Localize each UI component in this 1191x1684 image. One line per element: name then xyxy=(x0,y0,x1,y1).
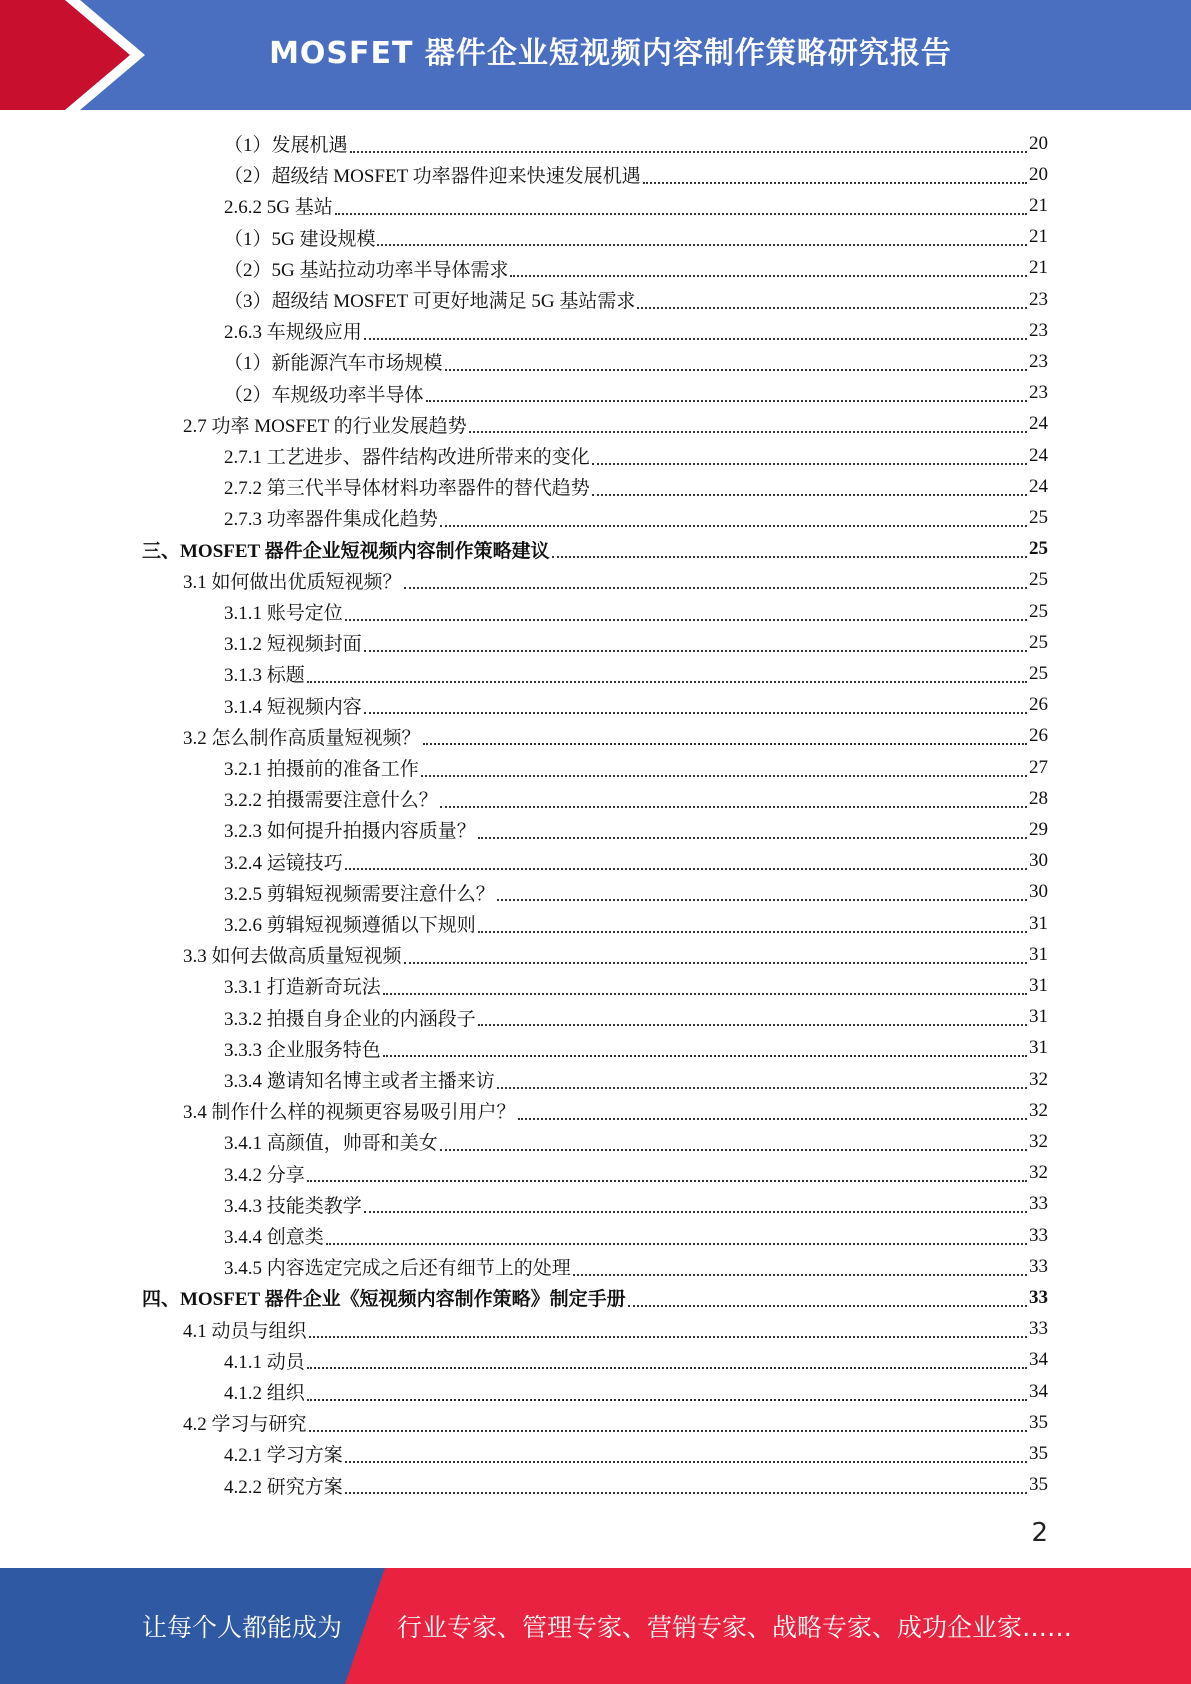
toc-entry-page: 26 xyxy=(1029,725,1048,747)
toc-dot-leader xyxy=(445,347,1027,371)
toc-entry[interactable] xyxy=(224,471,1048,502)
toc-entry-page: 34 xyxy=(1029,1349,1048,1371)
toc-entry[interactable] xyxy=(224,1376,1048,1407)
toc-dot-leader xyxy=(309,1314,1027,1338)
toc-dot-leader xyxy=(307,1345,1027,1369)
toc-entry[interactable] xyxy=(224,783,1048,814)
toc-entry-label: 3.2.4 运镜技巧 xyxy=(224,852,343,874)
toc-entry-page: 35 xyxy=(1029,1411,1048,1433)
toc-entry-label: 3.2 怎么制作高质量短视频？ xyxy=(183,727,421,749)
toc-entry-page: 21 xyxy=(1029,257,1048,279)
toc-entry-label: 3.3.4 邀请知名博主或者主播来访 xyxy=(224,1071,495,1092)
toc-dot-leader xyxy=(309,1408,1027,1432)
toc-entry-label: 3.4.2 分享 xyxy=(224,1164,305,1186)
toc-dot-leader xyxy=(383,971,1027,995)
report-title: MOSFET 器件企业短视频内容制作策略研究报告 xyxy=(269,36,952,71)
toc-dot-leader xyxy=(426,378,1027,402)
toc-entry[interactable] xyxy=(224,877,1048,908)
toc-entry[interactable] xyxy=(224,1251,1048,1282)
toc-dot-leader xyxy=(637,285,1027,309)
toc-dot-leader xyxy=(345,1439,1027,1463)
toc-entry-label: （2）超级结 MOSFET 功率器件迎来快速发展机遇 xyxy=(224,166,641,188)
toc-entry[interactable] xyxy=(224,1033,1048,1064)
toc-entry-label: （3）超级结 MOSFET 可更好地满足 5G 基站需求 xyxy=(224,291,636,312)
toc-entry-label: 3.4.3 技能类教学 xyxy=(224,1195,362,1217)
toc-entry-page: 23 xyxy=(1029,382,1048,404)
toc-entry-label: 4.1.1 动员 xyxy=(224,1351,305,1373)
toc-entry-page: 35 xyxy=(1029,1474,1048,1496)
toc-entry-label: （1）新能源汽车市场规模 xyxy=(224,353,443,375)
toc-entry-page: 29 xyxy=(1029,818,1048,840)
toc-entry-page: 32 xyxy=(1029,1130,1048,1152)
toc-entry[interactable] xyxy=(224,627,1048,658)
toc-entry-label: 3.1 如何做出优质短视频？ xyxy=(183,571,402,593)
toc-entry[interactable] xyxy=(224,253,1048,284)
toc-entry-label: 三、MOSFET 器件企业短视频内容制作策略建议 xyxy=(142,540,550,562)
toc-entry-page: 30 xyxy=(1029,881,1048,903)
toc-entry-page: 34 xyxy=(1029,1380,1048,1402)
toc-entry-label: 3.4.5 内容选定完成之后还有细节上的处理 xyxy=(224,1258,571,1280)
toc-entry-label: 3.2.1 拍摄前的准备工作 xyxy=(224,759,419,780)
toc-dot-leader xyxy=(592,441,1027,465)
toc-entry-page: 28 xyxy=(1029,787,1048,809)
toc-entry-page: 21 xyxy=(1029,194,1048,216)
toc-dot-leader xyxy=(478,815,1027,839)
toc-entry-label: 4.1.2 组织 xyxy=(224,1383,305,1404)
toc-entry[interactable] xyxy=(224,658,1048,689)
toc-entry-page: 30 xyxy=(1029,850,1048,872)
toc-entry[interactable] xyxy=(142,1282,1048,1313)
toc-entry[interactable] xyxy=(183,1314,1048,1345)
toc-entry-label: 3.3.2 拍摄自身企业的内涵段子 xyxy=(224,1008,476,1030)
toc-entry[interactable] xyxy=(224,1002,1048,1033)
toc-entry-label: 4.1 动员与组织 xyxy=(183,1320,307,1342)
toc-entry-page: 25 xyxy=(1029,538,1048,560)
page-footer xyxy=(0,1568,1191,1684)
page-number: 2 xyxy=(1031,1518,1048,1548)
toc-entry[interactable] xyxy=(142,534,1048,565)
toc-entry-page: 21 xyxy=(1029,226,1048,248)
toc-dot-leader xyxy=(421,753,1027,777)
toc-entry-page: 23 xyxy=(1029,350,1048,372)
toc-entry-label: 2.6.3 车规级应用 xyxy=(224,322,362,344)
toc-entry[interactable] xyxy=(224,814,1048,845)
toc-entry[interactable] xyxy=(224,128,1048,159)
toc-entry-label: 3.2.3 如何提升拍摄内容质量？ xyxy=(224,821,476,843)
toc-entry-page: 31 xyxy=(1029,1006,1048,1028)
toc-entry-page: 33 xyxy=(1029,1193,1048,1215)
toc-entry-page: 25 xyxy=(1029,662,1048,684)
toc-entry-page: 33 xyxy=(1029,1286,1048,1308)
toc-entry[interactable] xyxy=(224,378,1048,409)
toc-entry-label: 3.3.3 企业服务特色 xyxy=(224,1039,381,1061)
toc-entry[interactable] xyxy=(224,284,1048,315)
toc-dot-leader xyxy=(383,1033,1027,1057)
toc-entry[interactable] xyxy=(183,1095,1048,1126)
toc-entry-label: 3.4 制作什么样的视频更容易吸引用户？ xyxy=(183,1102,516,1124)
toc-dot-leader xyxy=(345,846,1027,870)
toc-entry-page: 31 xyxy=(1029,974,1048,996)
toc-entry-label: （2）车规级功率半导体 xyxy=(224,384,424,406)
toc-entry-page: 27 xyxy=(1029,756,1048,778)
toc-entry[interactable] xyxy=(224,1189,1048,1220)
toc-dot-leader xyxy=(510,253,1027,277)
toc-entry-label: 3.3.1 打造新奇玩法 xyxy=(224,977,381,999)
toc-dot-leader xyxy=(345,597,1027,621)
toc-entry-label: 3.1.4 短视频内容 xyxy=(224,696,362,718)
toc-entry-page: 25 xyxy=(1029,506,1048,528)
toc-entry-label: 3.1.1 账号定位 xyxy=(224,603,343,624)
toc-entry[interactable] xyxy=(224,440,1048,471)
toc-entry-page: 33 xyxy=(1029,1255,1048,1277)
toc-dot-leader xyxy=(478,1002,1027,1026)
toc-entry-label: 2.7.2 第三代半导体材料功率器件的替代趋势 xyxy=(224,478,590,500)
toc-dot-leader xyxy=(552,534,1027,558)
toc-entry[interactable] xyxy=(224,1158,1048,1189)
toc-dot-leader xyxy=(592,472,1027,496)
toc-entry-label: 2.7.1 工艺进步、器件结构改进所带来的变化 xyxy=(224,447,590,468)
toc-entry[interactable] xyxy=(183,1407,1048,1438)
toc-dot-leader xyxy=(440,503,1027,527)
toc-entry[interactable] xyxy=(224,846,1048,877)
toc-entry-label: 4.2 学习与研究 xyxy=(183,1414,307,1436)
toc-entry[interactable] xyxy=(224,315,1048,346)
toc-dot-leader xyxy=(497,1065,1027,1089)
toc-entry-page: 31 xyxy=(1029,912,1048,934)
toc-entry-label: 四、MOSFET 器件企业《短视频内容制作策略》制定手册 xyxy=(142,1289,626,1311)
toc-dot-leader xyxy=(345,1470,1027,1494)
toc-entry[interactable] xyxy=(224,690,1048,721)
toc-entry-page: 25 xyxy=(1029,569,1048,591)
toc-dot-leader xyxy=(440,784,1027,808)
toc-dot-leader xyxy=(307,1377,1027,1401)
toc-dot-leader xyxy=(478,909,1027,933)
toc-entry-label: 2.6.2 5G 基站 xyxy=(224,197,333,219)
toc-dot-leader xyxy=(364,1189,1027,1213)
toc-entry-page: 25 xyxy=(1029,600,1048,622)
toc-entry-page: 24 xyxy=(1029,413,1048,435)
header-arrow-decoration xyxy=(0,0,150,110)
toc-entry[interactable] xyxy=(224,970,1048,1001)
toc-entry-page: 23 xyxy=(1029,288,1048,310)
toc-entry-page: 23 xyxy=(1029,319,1048,341)
toc-dot-leader xyxy=(350,129,1027,153)
toc-entry[interactable] xyxy=(183,409,1048,440)
toc-entry-label: 4.2.2 研究方案 xyxy=(224,1476,343,1498)
toc-entry[interactable] xyxy=(224,1470,1048,1501)
toc-entry[interactable] xyxy=(183,565,1048,596)
toc-dot-leader xyxy=(573,1252,1027,1276)
toc-dot-leader xyxy=(404,565,1027,589)
toc-dot-leader xyxy=(518,1096,1027,1120)
toc-entry-page: 32 xyxy=(1029,1068,1048,1090)
toc-entry[interactable] xyxy=(224,752,1048,783)
toc-entry-label: （2）5G 基站拉动功率半导体需求 xyxy=(224,259,509,281)
toc-entry[interactable] xyxy=(224,159,1048,190)
toc-entry[interactable] xyxy=(224,1064,1048,1095)
toc-entry-page: 25 xyxy=(1029,631,1048,653)
toc-entry-page: 24 xyxy=(1029,444,1048,466)
toc-dot-leader xyxy=(423,721,1027,745)
toc-dot-leader xyxy=(364,628,1027,652)
toc-entry-label: 3.4.1 高颜值，帅哥和美女 xyxy=(224,1133,438,1155)
footer-slogan-right: 行业专家、管理专家、营销专家、战略专家、成功企业家…… xyxy=(397,1613,1073,1642)
toc-dot-leader xyxy=(497,877,1027,901)
toc-entry-page: 32 xyxy=(1029,1099,1048,1121)
toc-entry-label: （1）发展机遇 xyxy=(224,135,348,156)
toc-entry[interactable] xyxy=(224,1126,1048,1157)
toc-entry-page: 35 xyxy=(1029,1442,1048,1464)
toc-dot-leader xyxy=(643,160,1027,184)
toc-dot-leader xyxy=(404,940,1027,964)
toc-dot-leader xyxy=(364,316,1027,340)
toc-entry-page: 26 xyxy=(1029,694,1048,716)
toc-dot-leader xyxy=(364,690,1027,714)
toc-entry-label: 3.3 如何去做高质量短视频 xyxy=(183,946,402,968)
toc-dot-leader xyxy=(469,409,1027,433)
toc-entry[interactable] xyxy=(224,908,1048,939)
toc-entry-label: 3.2.2 拍摄需要注意什么？ xyxy=(224,790,438,812)
toc-entry-page: 20 xyxy=(1029,132,1048,154)
toc-entry[interactable] xyxy=(224,222,1048,253)
page-header xyxy=(0,0,1191,110)
toc-entry-page: 33 xyxy=(1029,1224,1048,1246)
toc-entry-page: 20 xyxy=(1029,163,1048,185)
toc-entry-label: 4.2.1 学习方案 xyxy=(224,1445,343,1467)
toc-entry[interactable] xyxy=(183,721,1048,752)
toc-entry-label: 3.1.2 短视频封面 xyxy=(224,634,362,656)
toc-entry-page: 32 xyxy=(1029,1162,1048,1184)
toc-dot-leader xyxy=(307,1158,1027,1182)
toc-dot-leader xyxy=(326,1221,1027,1245)
toc-dot-leader xyxy=(307,659,1027,683)
toc-entry[interactable] xyxy=(224,596,1048,627)
toc-dot-leader xyxy=(440,1127,1027,1151)
toc-entry-label: 3.2.6 剪辑短视频遵循以下规则 xyxy=(224,915,476,936)
toc-entry-page: 33 xyxy=(1029,1318,1048,1340)
toc-entry-label: 3.2.5 剪辑短视频需要注意什么？ xyxy=(224,883,495,905)
toc-entry-page: 31 xyxy=(1029,943,1048,965)
toc-dot-leader xyxy=(628,1283,1027,1307)
toc-entry-page: 24 xyxy=(1029,475,1048,497)
toc-entry-label: （1）5G 建设规模 xyxy=(224,228,376,250)
toc-entry-label: 3.1.3 标题 xyxy=(224,665,305,687)
toc-entry[interactable] xyxy=(224,1220,1048,1251)
toc-entry[interactable] xyxy=(224,1438,1048,1469)
toc-dot-leader xyxy=(335,191,1027,215)
toc-entry[interactable] xyxy=(224,346,1048,377)
toc-entry-label: 2.7 功率 MOSFET 的行业发展趋势 xyxy=(183,415,467,437)
toc-entry[interactable] xyxy=(183,939,1048,970)
toc-entry-label: 3.4.4 创意类 xyxy=(224,1227,324,1248)
toc-entry-label: 2.7.3 功率器件集成化趋势 xyxy=(224,509,438,531)
toc-entry[interactable] xyxy=(224,502,1048,533)
toc-entry[interactable] xyxy=(224,1345,1048,1376)
toc-entry[interactable] xyxy=(224,190,1048,221)
toc-entry-page: 31 xyxy=(1029,1037,1048,1059)
toc-dot-leader xyxy=(377,222,1027,246)
footer-slogan-left: 让每个人都能成为 xyxy=(142,1613,343,1642)
